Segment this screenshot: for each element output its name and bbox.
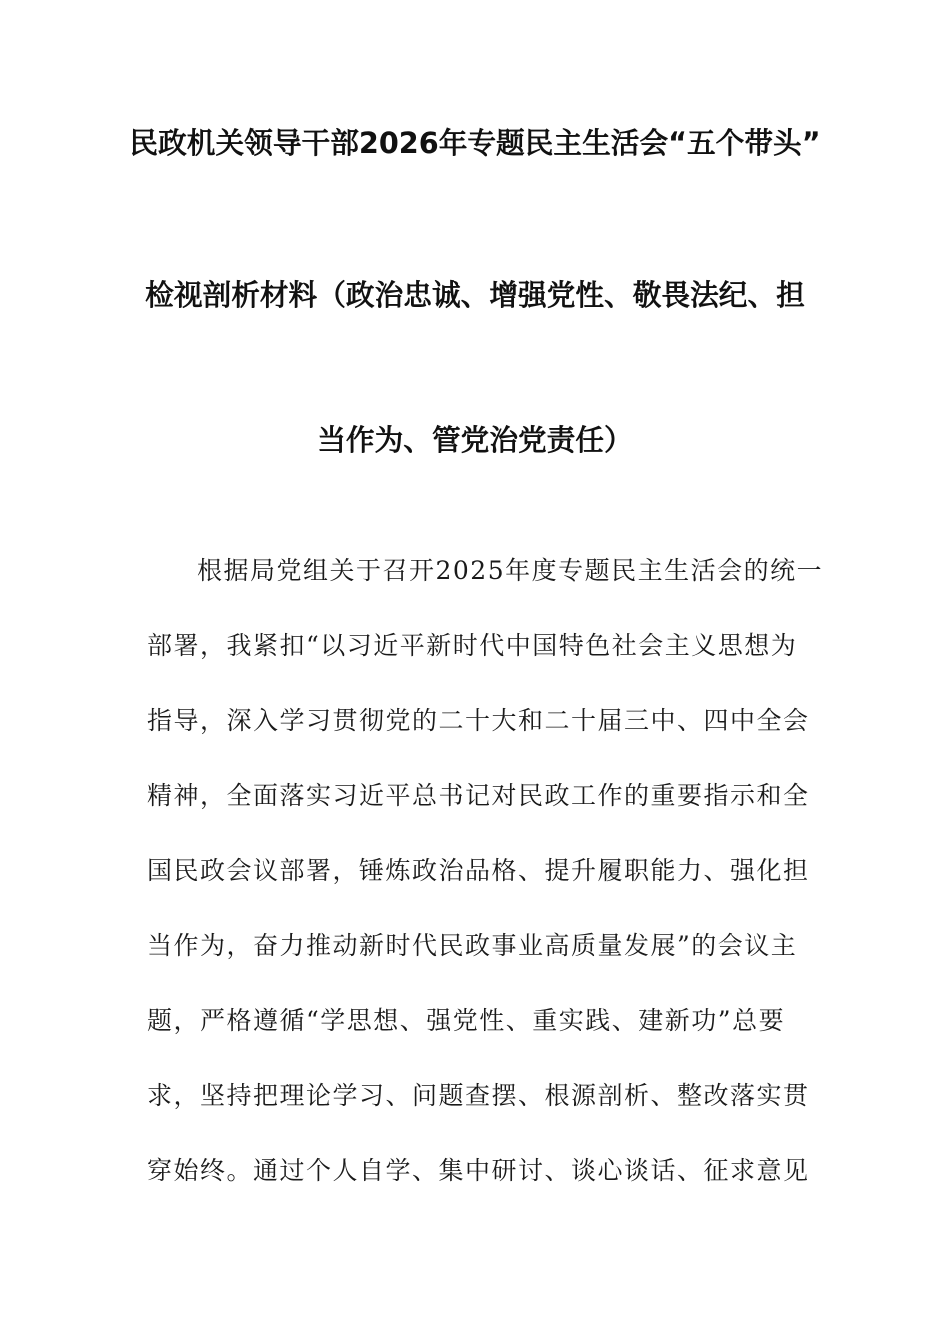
body-line-5: 国民政会议部署，锤炼政治品格、提升履职能力、强化担 — [147, 856, 810, 885]
body-line-4: 精神，全面落实习近平总书记对民政工作的重要指示和全 — [147, 781, 810, 810]
title-line-1: 民政机关领导干部2026年专题民主生活会“五个带头” — [129, 126, 821, 160]
body-line-3: 指导，深入学习贯彻党的二十大和二十届三中、四中全会 — [147, 706, 810, 735]
body-line-8: 求，坚持把理论学习、问题查摆、根源剖析、整改落实贯 — [147, 1081, 810, 1110]
body-line-1: 根据局党组关于召开2025年度专题民主生活会的统一 — [197, 556, 824, 585]
title-line-3: 当作为、管党治党责任） — [317, 423, 633, 457]
body-line-6: 当作为，奋力推动新时代民政事业高质量发展”的会议主 — [147, 931, 798, 960]
title-line-2: 检视剖析材料（政治忠诚、增强党性、敬畏法纪、担 — [145, 278, 805, 312]
body-line-2: 部署，我紧扣“以习近平新时代中国特色社会主义思想为 — [147, 631, 798, 660]
body-line-7: 题，严格遵循“学思想、强党性、重实践、建新功”总要 — [147, 1006, 786, 1035]
body-line-9: 穿始终。通过个人自学、集中研讨、谈心谈话、征求意见 — [147, 1156, 810, 1185]
